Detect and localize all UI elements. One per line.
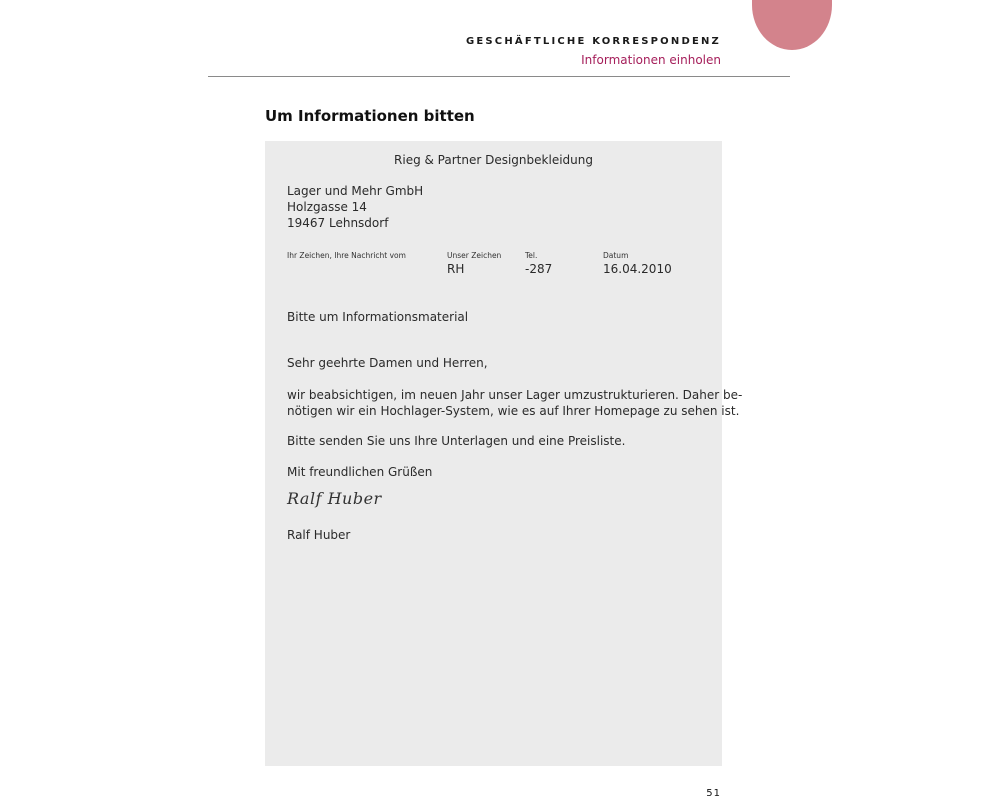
section-label: GESCHÄFTLICHE KORRESPONDENZ xyxy=(465,36,721,47)
recipient-company: Lager und Mehr GmbH xyxy=(287,184,424,198)
date-value: 16.04.2010 xyxy=(603,262,672,276)
handwritten-signature: Ralf Huber xyxy=(287,489,382,508)
letter-subject: Bitte um Informationsmaterial xyxy=(287,310,469,324)
recipient-street: Holzgasse 14 xyxy=(287,200,367,214)
paragraph-1-line-2: nötigen wir ein Hochlager-System, wie es auf Ihrer Homepage zu sehen ist. xyxy=(287,404,740,418)
date-label: Datum xyxy=(603,251,629,260)
recipient-city: 19467 Lehnsdorf xyxy=(287,216,389,230)
phone-label: Tel. xyxy=(525,251,538,260)
page-number: 51 xyxy=(706,788,721,799)
page-title: Um Informationen bitten xyxy=(265,107,475,125)
paragraph-1-line-1: wir beabsichtigen, im neuen Jahr unser Lager umzustrukturieren. Daher be- xyxy=(287,388,743,402)
our-reference-value: RH xyxy=(447,262,465,276)
letter-closing: Mit freundlichen Grüßen xyxy=(287,465,433,479)
header-divider xyxy=(208,76,790,77)
our-reference-label: Unser Zeichen xyxy=(447,251,502,260)
letter-paragraph-2: Bitte senden Sie uns Ihre Unterlagen und eine Preisliste. xyxy=(287,434,626,448)
letter-salutation: Sehr geehrte Damen und Herren, xyxy=(287,356,488,370)
recipient-address xyxy=(287,183,423,231)
letter-signer-name: Ralf Huber xyxy=(287,528,351,542)
their-reference-label: Ihr Zeichen, Ihre Nachricht vom xyxy=(287,251,406,260)
subsection-label: Informationen einholen xyxy=(581,53,721,67)
phone-value: -287 xyxy=(525,262,553,276)
letter-paragraph-1 xyxy=(287,387,742,419)
corner-tab-decoration xyxy=(752,0,832,50)
letter-sender: Rieg & Partner Designbekleidung xyxy=(394,153,593,167)
letter-example xyxy=(265,141,743,766)
